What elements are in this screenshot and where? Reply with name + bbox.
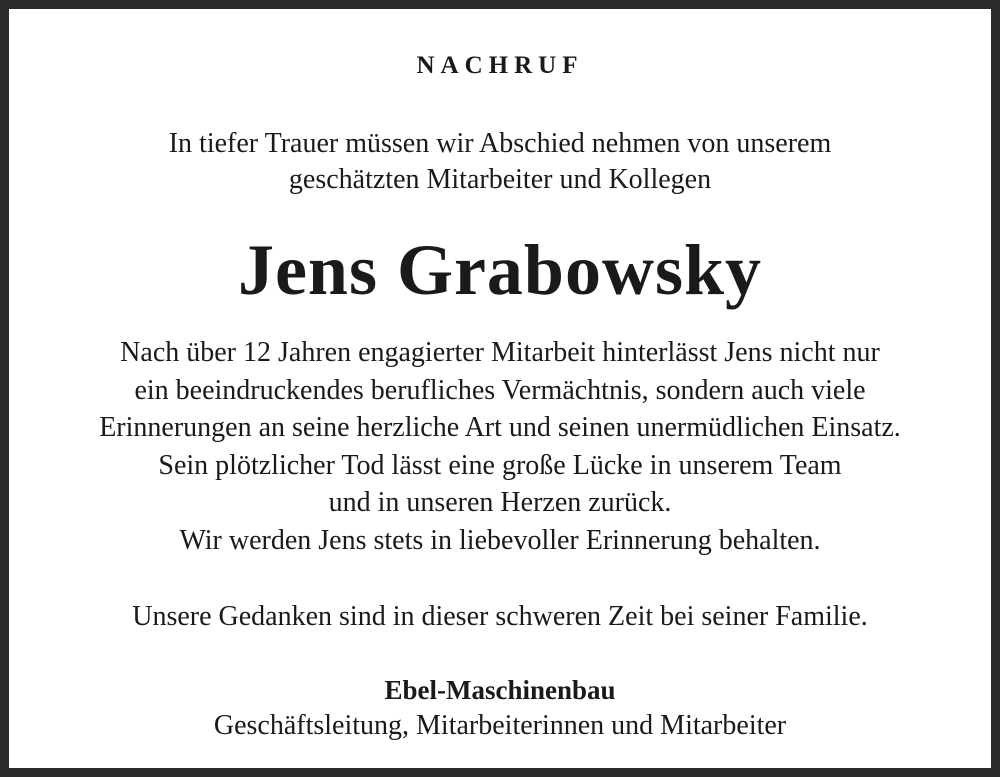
obituary-content — [18, 18, 982, 759]
company-name: Ebel-Maschinenbau — [384, 675, 616, 705]
tribute-line: Nach über 12 Jahren engagierter Mitarbeit hinterlässt Jens nicht nur — [120, 337, 880, 368]
tribute-line: Erinnerungen an seine herzliche Art und seinen unermüdlichen Einsatz. — [99, 412, 901, 443]
tribute-text — [18, 334, 982, 559]
tribute-line: und in unseren Herzen zurück. — [328, 487, 672, 518]
intro-text — [18, 126, 982, 198]
tribute-line: Sein plötzlicher Tod lässt eine große Lücke in unserem Team — [158, 449, 842, 481]
intro-line: In tiefer Trauer müssen wir Abschied nehmen von unserem — [168, 128, 832, 159]
intro-line: geschätzten Mitarbeiter und Kollegen — [288, 164, 712, 195]
tribute-line: ein beeindruckendes berufliches Vermächtnis, sondern auch viele — [134, 374, 866, 406]
obituary-heading: NACHRUF — [416, 52, 584, 79]
tribute-line: Wir werden Jens stets in liebevoller Erinnerung behalten. — [179, 524, 821, 556]
signatory-line: Geschäftsleitung, Mitarbeiterinnen und Mitarbeiter — [213, 710, 787, 741]
deceased-name: Jens Grabowsky — [237, 230, 763, 310]
condolence-line: Unsere Gedanken sind in dieser schweren Zeit bei seiner Familie. — [132, 601, 868, 632]
